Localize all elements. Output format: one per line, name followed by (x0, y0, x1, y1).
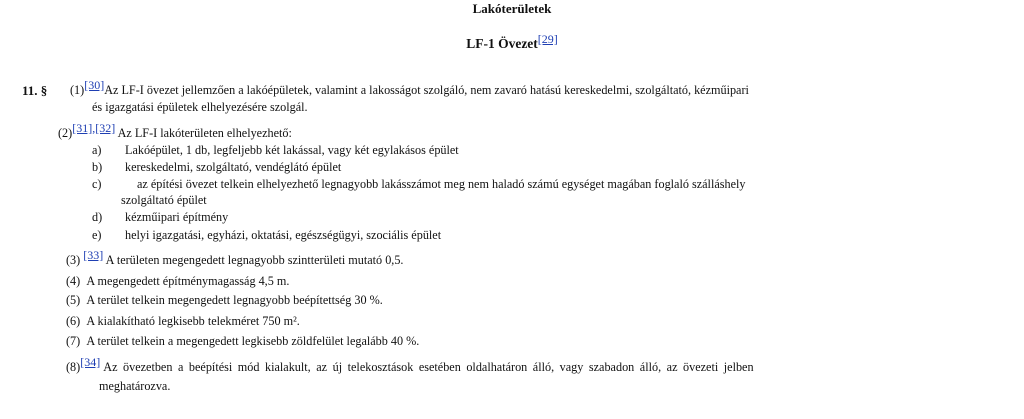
footnote-separator: , (92, 121, 96, 135)
paragraph-6 (66, 314, 300, 329)
list-item-text: kereskedelmi, szolgáltató, vendéglátó épület (125, 160, 342, 174)
footnote-link-33[interactable]: [33] (83, 248, 104, 262)
list-item-letter: b) (92, 160, 103, 174)
list-item-letter: e) (92, 228, 102, 242)
list-item-b (92, 160, 341, 175)
paragraph-7 (66, 334, 419, 349)
paragraph-2-text: Az LF-I lakóterületen elhelyezhető: (117, 126, 292, 140)
list-item-text: az építési övezet telkein elhelyezhető legnagyobb lakásszámot meg nem haladó számú egységet magában foglaló szálláshely (137, 177, 746, 191)
paragraph-4 (66, 274, 289, 289)
list-item-c (92, 177, 745, 192)
zone-title-text: LF-1 Övezet (466, 36, 538, 51)
paragraph-1-line-1 (70, 78, 749, 98)
list-item-text: helyi igazgatási, egyházi, oktatási, egészségügyi, szociális épület (125, 228, 442, 242)
paragraph-2-number: (2) (58, 126, 73, 140)
list-item-e (92, 228, 441, 243)
paragraph-1-text: Az LF-I övezet jellemzően a lakóépületek, valamint a lakosságot szolgáló, nem zavaró hatású kereskedelmi, szolgáltató, kézműipari (104, 83, 749, 97)
list-item-d (92, 210, 228, 225)
paragraph-8-number: (8) (66, 360, 81, 374)
paragraph-1-line-2: és igazgatási épületek elhelyezésére szolgál. (92, 100, 308, 114)
list-item-letter: d) (92, 210, 103, 224)
zone-title (0, 32, 1024, 52)
paragraph-3-number: (3) (66, 253, 81, 267)
paragraph-5-text: A terület telkein megengedett legnagyobb beépítettség 30 %. (86, 293, 383, 307)
section-number: 11. § (22, 83, 48, 98)
paragraph-8-text: Az övezetben a beépítési mód kialakult, az új telekosztások esetében oldalhatáron álló, vagy szabadon álló, az övezeti jelben (103, 360, 754, 374)
paragraph-5 (66, 293, 383, 308)
footnote-link-34[interactable]: [34] (80, 355, 101, 369)
paragraph-7-number: (7) (66, 334, 81, 348)
list-item-text: kézműipari építmény (125, 210, 229, 224)
list-item-c-continuation: szolgáltató épület (121, 193, 207, 207)
list-item-letter: a) (92, 143, 102, 157)
paragraph-4-text: A megengedett építménymagasság 4,5 m. (86, 274, 290, 288)
page-heading: Lakóterületek (472, 1, 552, 16)
list-item-a (92, 143, 459, 158)
paragraph-8-line-1 (66, 355, 754, 375)
paragraph-5-number: (5) (66, 293, 81, 307)
paragraph-7-text: A terület telkein a megengedett legkisebb zöldfelület legalább 40 %. (86, 334, 420, 348)
paragraph-3 (66, 248, 404, 268)
paragraph-1-number: (1) (70, 83, 85, 97)
paragraph-2-intro (58, 121, 292, 141)
paragraph-6-text: A kialakítható legkisebb telekméret 750 m². (86, 314, 300, 328)
footnote-link-29[interactable]: [29] (537, 32, 558, 46)
paragraph-3-text: A területen megengedett legnagyobb szintterületi mutató 0,5. (105, 253, 404, 267)
paragraph-8-line-2: meghatározva. (99, 379, 171, 393)
paragraph-6-number: (6) (66, 314, 81, 328)
footnote-link-30[interactable]: [30] (84, 78, 105, 92)
list-item-letter: c) (92, 177, 102, 191)
list-item-text: Lakóépület, 1 db, legfeljebb két lakással, vagy két egylakásos épület (125, 143, 459, 157)
footnote-link-31[interactable]: [31] (72, 121, 93, 135)
footnote-link-32[interactable]: [32] (95, 121, 116, 135)
paragraph-4-number: (4) (66, 274, 81, 288)
